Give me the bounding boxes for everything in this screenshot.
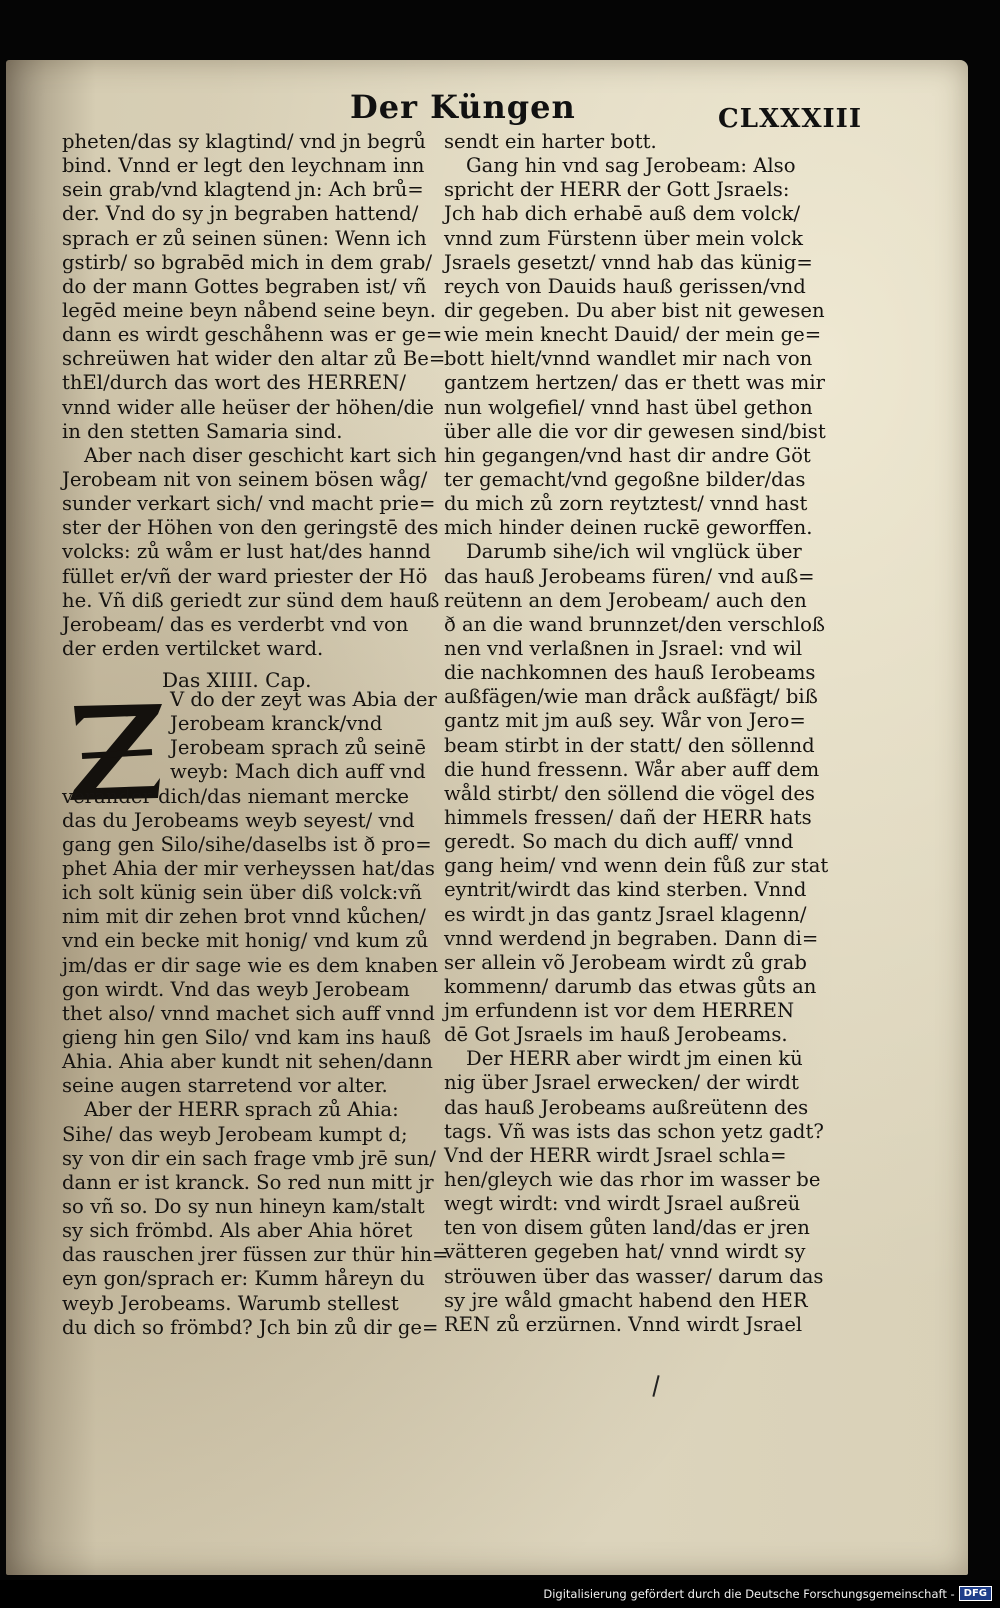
text-line: Ahia. Ahia aber kundt nit sehen/dann xyxy=(62,1050,433,1074)
text-line: ströuwen über das wasser/ darum das xyxy=(444,1264,824,1288)
text-line: thEl/durch das wort des HERREN/ xyxy=(62,371,406,395)
text-line: dann es wirdt geschåhenn was er ge= xyxy=(62,323,443,347)
text-line: mich hinder deinen ruckē geworffen. xyxy=(444,516,813,540)
text-line: gon wirdt. Vnd das weyb Jerobeam xyxy=(62,977,410,1001)
text-line: Vnd der HERR wirdt Jsrael schla= xyxy=(444,1143,787,1167)
text-line: du dich so frömbd? Jch bin zů dir ge= xyxy=(62,1315,439,1339)
text-line: das hauß Jerobeams füren/ vnd auß= xyxy=(444,564,815,588)
text-line: so vñ so. Do sy nun hineyn kam/stalt xyxy=(62,1194,425,1218)
text-line: ter gemacht/vnd gegoßne bilder/das xyxy=(444,467,806,491)
text-line: thet also/ vnnd machet sich auff vnnd xyxy=(62,1001,435,1025)
text-line: nen vnd verlaßnen in Jsrael: vnd wil xyxy=(444,636,803,660)
text-line: ð an die wand brunnzet/den verschloß xyxy=(444,612,826,636)
text-line: dann er ist kranck. So red nun mitt jr xyxy=(62,1170,434,1194)
text-line: Sihe/ das weyb Jerobeam kumpt d; xyxy=(62,1122,408,1146)
text-line: das hauß Jerobeams außreütenn des xyxy=(444,1095,809,1119)
text-line: beam stirbt in der statt/ den söllennd xyxy=(444,733,815,757)
text-line: eyntrit/wirdt das kind sterben. Vnnd xyxy=(444,878,807,902)
text-line: seine augen starretend vor alter. xyxy=(62,1074,388,1098)
text-line: eyn gon/sprach er: Kumm håreyn du xyxy=(62,1267,425,1291)
text-line: es wirdt jn das gantz Jsrael klagenn/ xyxy=(444,902,807,926)
text-line: bott hielt/vnnd wandlet mir nach von xyxy=(444,347,813,371)
text-line: über alle die vor dir gewesen sind/bist xyxy=(444,419,826,443)
text-line: Jerobeam kranck/vnd xyxy=(170,712,383,736)
text-line: sy sich frömbd. Als aber Ahia höret xyxy=(62,1219,413,1243)
text-line: dē Got Jsraels im hauß Jerobeams. xyxy=(444,1023,788,1047)
text-line: hin gegangen/vnd hast dir andre Göt xyxy=(444,443,811,467)
text-line: Jerobeam nit von seinem bösen wåg/ xyxy=(62,467,428,491)
text-line: vnnd werdend jn begraben. Dann di= xyxy=(444,926,819,950)
left-column xyxy=(62,130,445,661)
text-line: jm erfundenn ist vor dem HERREN xyxy=(444,999,795,1023)
text-line: do der mann Gottes begraben ist/ vñ xyxy=(62,274,427,298)
text-line: sunder verkart sich/ vnd macht prie= xyxy=(62,492,436,516)
left-column-lower xyxy=(62,688,449,1340)
text-line: Jsraels gesetzt/ vnnd hab das künig= xyxy=(444,250,813,274)
text-line: reych von Dauids hauß gerissen/vnd xyxy=(444,274,806,298)
text-line: reütenn an dem Jerobeam/ auch den xyxy=(444,588,807,612)
text-line: ster der Höhen von den geringstē des xyxy=(62,516,439,540)
text-line: Jerobeam sprach zů seinē xyxy=(170,736,427,760)
text-line: vnd ein becke mit honig/ vnd kum zů xyxy=(62,929,429,953)
text-line: die hund fressenn. Wår aber auff dem xyxy=(444,757,820,781)
text-line: vätteren gegeben hat/ vnnd wirdt sy xyxy=(444,1240,806,1264)
text-line: nun wolgefiel/ vnnd hast übel gethon xyxy=(444,395,813,419)
text-line: sy jre wåld gmacht habend den HER xyxy=(444,1288,808,1312)
text-line: gantz mit jm auß sey. Wår von Jero= xyxy=(444,709,806,733)
right-column xyxy=(444,130,828,1337)
text-line: ser allein võ Jerobeam wirdt zů grab xyxy=(444,950,807,974)
text-line: sy von dir ein sach frage vmb jrē sun/ xyxy=(62,1146,436,1170)
text-line: wåld stirbt/ den söllend die vögel des xyxy=(444,781,815,805)
text-line: gantzem hertzen/ das er thett was mir xyxy=(444,371,825,395)
text-line: Darumb sihe/ich wil vnglück über xyxy=(466,540,802,564)
text-line: vnnd zum Fürstenn über mein volck xyxy=(444,226,804,250)
text-line: gang heim/ vnd wenn dein fůß zur stat xyxy=(444,854,829,878)
text-line: sprach er zů seinen sünen: Wenn ich xyxy=(62,226,427,250)
text-line: Aber nach diser geschicht kart sich xyxy=(84,443,437,467)
text-line: sein grab/vnd klagtend jn: Ach brů= xyxy=(62,178,424,202)
text-line: Jch hab dich erhabē auß dem volck/ xyxy=(444,202,801,226)
text-line: ich solt künig sein über diß volck:vñ xyxy=(62,881,422,905)
text-line: die nachkomnen des hauß Ierobeams xyxy=(444,661,816,685)
text-line: he. Vñ diß geriedt zur sünd dem hauß xyxy=(62,588,440,612)
text-line: du mich zů zorn reytztest/ vnnd hast xyxy=(444,492,808,516)
chapter-heading: Das XIIII. Cap. xyxy=(162,668,312,692)
text-line: Jerobeam/ das es verderbt vnd von xyxy=(62,612,409,636)
text-line: jm/das er dir sage wie es dem knaben xyxy=(62,953,439,977)
text-line: ten von disem gůten land/das er jren xyxy=(444,1216,810,1240)
text-line: REN zů erzürnen. Vnnd wirdt Jsrael xyxy=(444,1312,803,1336)
text-line: pheten/das sy klagtind/ vnd jn begrů xyxy=(62,130,426,153)
text-line: veränder dich/das niemant mercke xyxy=(62,784,410,808)
text-line: kommenn/ darumb das etwas gůts an xyxy=(444,974,817,998)
text-line: Gang hin vnd sag Jerobeam: Also xyxy=(466,154,796,178)
text-line: nim mit dir zehen brot vnnd kůchen/ xyxy=(62,905,426,929)
text-line: wie mein knecht Dauid/ der mein ge= xyxy=(444,323,822,347)
text-line: schreüwen hat wider den altar zů Be= xyxy=(62,347,446,371)
text-line: Der HERR aber wirdt jm einen kü xyxy=(466,1047,803,1071)
credit-text: Digitalisierung gefördert durch die Deutsche Forschungsgemeinschaft - xyxy=(543,1586,955,1601)
text-line: weyb: Mach dich auff vnd xyxy=(170,760,426,784)
folio-number: CLXXXIII xyxy=(718,104,862,134)
text-line: gieng hin gen Silo/ vnd kam ins hauß xyxy=(62,1025,432,1049)
text-line: spricht der HERR der Gott Jsraels: xyxy=(444,178,790,202)
text-line: Aber der HERR sprach zů Ahia: xyxy=(84,1098,399,1122)
text-line: vnnd wider alle heüser der höhen/die xyxy=(62,395,434,419)
text-line: sendt ein harter bott. xyxy=(444,130,657,153)
text-line: bind. Vnnd er legt den leychnam inn xyxy=(62,154,425,178)
text-line: legēd meine beyn nåbend seine beyn. xyxy=(62,298,436,322)
text-line: das rauschen jrer füssen zur thür hin= xyxy=(62,1243,449,1267)
text-line: füllet er/vñ der ward priester der Hö xyxy=(62,564,428,588)
running-title: Der Küngen xyxy=(350,88,576,126)
text-line: geredt. So mach du dich auff/ vnnd xyxy=(444,830,794,854)
text-line: das du Jerobeams weyb seyest/ vnd xyxy=(62,808,415,832)
text-line: gstirb/ so bgrabēd mich in dem grab/ xyxy=(62,250,433,274)
text-line: wegt wirdt: vnd wirdt Jsrael außreü xyxy=(444,1192,801,1216)
text-line: gang gen Silo/sihe/daselbs ist ð pro= xyxy=(62,832,432,856)
text-line: weyb Jerobeams. Warumb stellest xyxy=(62,1291,399,1315)
text-line: V do der zeyt was Abia der xyxy=(170,688,437,711)
digitization-credit xyxy=(543,1586,992,1601)
text-line: volcks: zů wåm er lust hat/des hannd xyxy=(62,540,431,564)
text-line: der. Vnd do sy jn begraben hattend/ xyxy=(62,202,419,226)
text-line: dir gegeben. Du aber bist nit gewesen xyxy=(444,298,825,322)
text-line: außfägen/wie man dråck außfägt/ biß xyxy=(444,685,818,709)
text-line: phet Ahia der mir verheyssen hat/das xyxy=(62,856,435,880)
dfg-logo: DFG xyxy=(959,1586,992,1601)
text-line: der erden vertilcket ward. xyxy=(62,636,324,660)
text-line: himmels fressen/ dañ der HERR hats xyxy=(444,805,812,829)
text-line: nig über Jsrael erwecken/ der wirdt xyxy=(444,1071,799,1095)
text-line: in den stetten Samaria sind. xyxy=(62,419,343,443)
text-line: hen/gleych wie das rhor im wasser be xyxy=(444,1168,821,1192)
text-line: tags. Vñ was ists das schon yetz gadt? xyxy=(444,1119,824,1143)
